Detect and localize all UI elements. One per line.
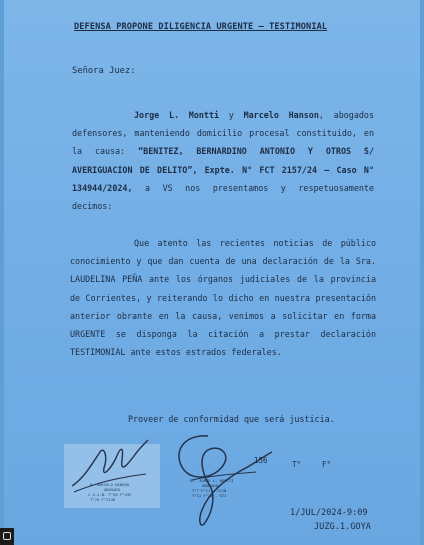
receipt-date: 1/JUL/2024-9:09 — [290, 508, 368, 518]
case-reference: “BENITEZ, BERNARDINO ANTONIO Y OTROS S/ AVERIGUACION DE DELITO”, Expte. N° FCT 2157/24 – Caso N° 134944/2024, — [72, 146, 374, 193]
document-page: DEFENSA PROPONE DILIGENCIA URGENTE – TESTIMONIAL Señora Juez: Jorge L. Montti y Marcelo Hanson, abogados defensores, manteniendo domicilio procesal constituido, en la causa: “BENITEZ, BERNARDINO ANTONIO Y OTROS S/ AVERIGUACION DE DELITO”, Expte. N° FCT 2157/24 – Caso N° 134944/2024, a VS nos presentamos y respetuosamente decimos: Que atento las recientes noticias de público conocimiento y que dan cuenta de una declaración de la Sra. LAUDELINA PEÑA ante los órganos judiciales de la provincia de Corrientes, y reiterando lo dicho en nuestra presentación anterior obrante en la causa, venimos a solicitar en forma URGENTE se disponga la citación a prestar declaración TESTIMONIAL ante estos estrados federales. Proveer de conformidad que será justicia. R. MARCELO HANSON ABOGADO C.S.J.N. T°50 F°435 T°70 F°2136 Dr. JORGE L. MONTTI ABOGADO T°7 F°11 - CSJN T°11 F°22 - STJ 156 T° F° 1/JUL/2024-9:09 JUZG.1.GOYA — [4, 0, 420, 545]
tomo-mark: T° — [292, 460, 302, 469]
greeting: Señora Juez: — [72, 66, 136, 76]
testimonial-word: TESTIMONIAL — [70, 347, 126, 358]
receipt-court: JUZG.1.GOYA — [314, 522, 371, 532]
page-number: 156 — [254, 456, 268, 465]
court-receipt-stamp — [290, 506, 371, 534]
closing-line: Proveer de conformidad que será justicia. — [128, 414, 335, 424]
left-signature-stamp: R. MARCELO HANSON ABOGADO C.S.J.N. T°50 F°435 T°70 F°2136 — [64, 444, 160, 508]
signature-hanson — [64, 434, 164, 504]
paragraph-request: Que atento las recientes noticias de público conocimiento y que dan cuenta de una declaración de la Sra. LAUDELINA PEÑA ante los órganos judiciales de la provincia de Corrientes, y reiterando lo dicho en nuestra presentación anterior obrante en la causa, venimos a solicitar en forma URGENTE se disponga la citación a prestar declaración TESTIMONIAL ante estos estrados federales. — [70, 238, 376, 358]
paragraph-presentation: Jorge L. Montti y Marcelo Hanson, abogados defensores, manteniendo domicilio procesal constituido, en la causa: “BENITEZ, BERNARDINO ANTONIO Y OTROS S/ AVERIGUACION DE DELITO”, Expte. N° FCT 2157/24 – Caso N° 134944/2024, a VS nos presentamos y respetuosamente decimos: — [72, 110, 374, 212]
signature-montti — [168, 430, 278, 530]
folio-mark: F° — [322, 460, 332, 469]
app-icon — [0, 528, 14, 545]
urgent-word: URGENTE — [70, 329, 106, 340]
attorney-name: Marcelo Hanson — [243, 110, 319, 120]
document-title: DEFENSA PROPONE DILIGENCIA URGENTE – TESTIMONIAL — [74, 22, 328, 32]
attorney-name: Jorge L. Montti — [134, 110, 220, 120]
